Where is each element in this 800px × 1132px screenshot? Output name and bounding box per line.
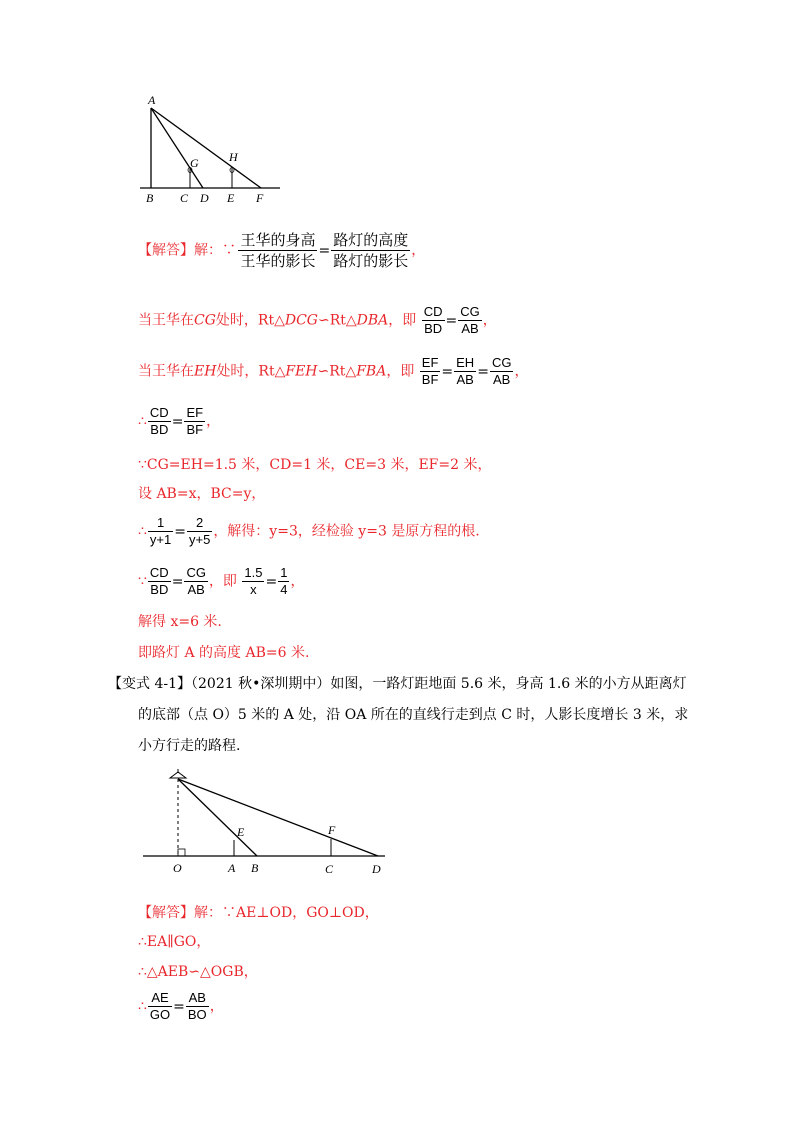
sol2-line-4: ∴ $\frac{AE}{GO}$ = $\frac{AB}{BO}$ ， (138, 990, 224, 1022)
label-a: A (148, 93, 156, 107)
sol1-line-8: ∵ $\frac{CD}{BD}$ = $\frac{CG}{AB}$ ，即 $\frac{1.5}{x}$ = $\frac{1}{4}$ ， (138, 565, 305, 597)
sol1-line-6: 设 AB=x，BC=y， (138, 486, 266, 502)
answer-tag: 【解答】 (138, 242, 194, 259)
sol1-line-9: 解得 x=6 米. (138, 614, 222, 630)
label-c2: C (325, 862, 334, 876)
problem-line-1: 【变式 4-1】（2021 秋•深圳期中）如图，一路灯距地面 5.6 米，身高 1.6 米的小方从距离灯 (108, 676, 687, 692)
sol1-line-4: ∴ $\frac{CD}{BD}$ = $\frac{EF}{BF}$ ， (138, 405, 221, 437)
label-b: B (146, 191, 154, 205)
sol1-line-10: 即路灯 A 的高度 AB=6 米. (138, 645, 310, 661)
fraction-height-ratio: $\frac{\text{王华的身高}}{\text{王华的影长}}$ (240, 231, 316, 270)
sol1-line-5: ∵CG=EH=1.5 米，CD=1 米，CE=3 米，EF=2 米， (138, 457, 492, 473)
label-f: F (256, 191, 264, 205)
sol2-line-2: ∴EA∥GO， (138, 934, 211, 950)
label-b2: B (251, 861, 259, 875)
label-o: O (173, 861, 182, 875)
label-c: C (180, 191, 189, 205)
figure-lamp-shadow-1 (130, 90, 290, 210)
label-g: G (190, 156, 199, 170)
label-d2: D (372, 862, 381, 876)
label-e2: E (237, 825, 245, 839)
sol2-line-1: 【解答】解：∵AE⊥OD，GO⊥OD， (138, 905, 379, 921)
frac-cg-ab: $\frac{CG}{AB}$ (460, 304, 480, 336)
answer-tag-2: 【解答】 (138, 905, 194, 921)
problem-line-3: 小方行走的路程. (138, 738, 241, 754)
problem-line-2: 的底部（点 O）5 米的 A 处，沿 OA 所在的直线行走到点 C 时，人影长度增长 3 米，求 (138, 707, 689, 723)
label-h: H (229, 150, 238, 164)
figure-lamp-shadow-2 (140, 765, 400, 880)
variant-tag: 【变式 4-1】 (108, 676, 191, 692)
sol1-line-2: 当王华在CG处时，Rt△DCG∽Rt△DBA，即 $\frac{CD}{BD}$ = $\frac{CG}{AB}$ ， (138, 304, 497, 336)
label-f2: F (328, 823, 336, 837)
label-e: E (227, 191, 235, 205)
label-d: D (200, 191, 209, 205)
sol2-line-3: ∴△AEB∽△OGB， (138, 964, 258, 980)
frac-cd-bd: $\frac{CD}{BD}$ (423, 304, 443, 336)
label-a2: A (228, 861, 236, 875)
sol1-line-1: 【解答】解：∵ $\frac{\text{王华的身高}}{\text{王华的影长}}$ = $\frac{\text{路灯的高度}}{\text{路灯的影长}}$ ， (138, 231, 426, 270)
sol1-line-7: ∴ $\frac{1}{y+1}$ = $\frac{2}{y+5}$ ，解得：y=3，经检验 y=3 是原方程的根. (138, 515, 480, 547)
sol1-line-3: 当王华在EH处时，Rt△FEH∽Rt△FBA，即 $\frac{EF}{BF}$ = $\frac{EH}{AB}$ = $\frac{CG}{AB}$ ， (138, 355, 529, 387)
fraction-lamp-ratio: $\frac{\text{路灯的高度}}{\text{路灯的影长}}$ (333, 231, 409, 270)
